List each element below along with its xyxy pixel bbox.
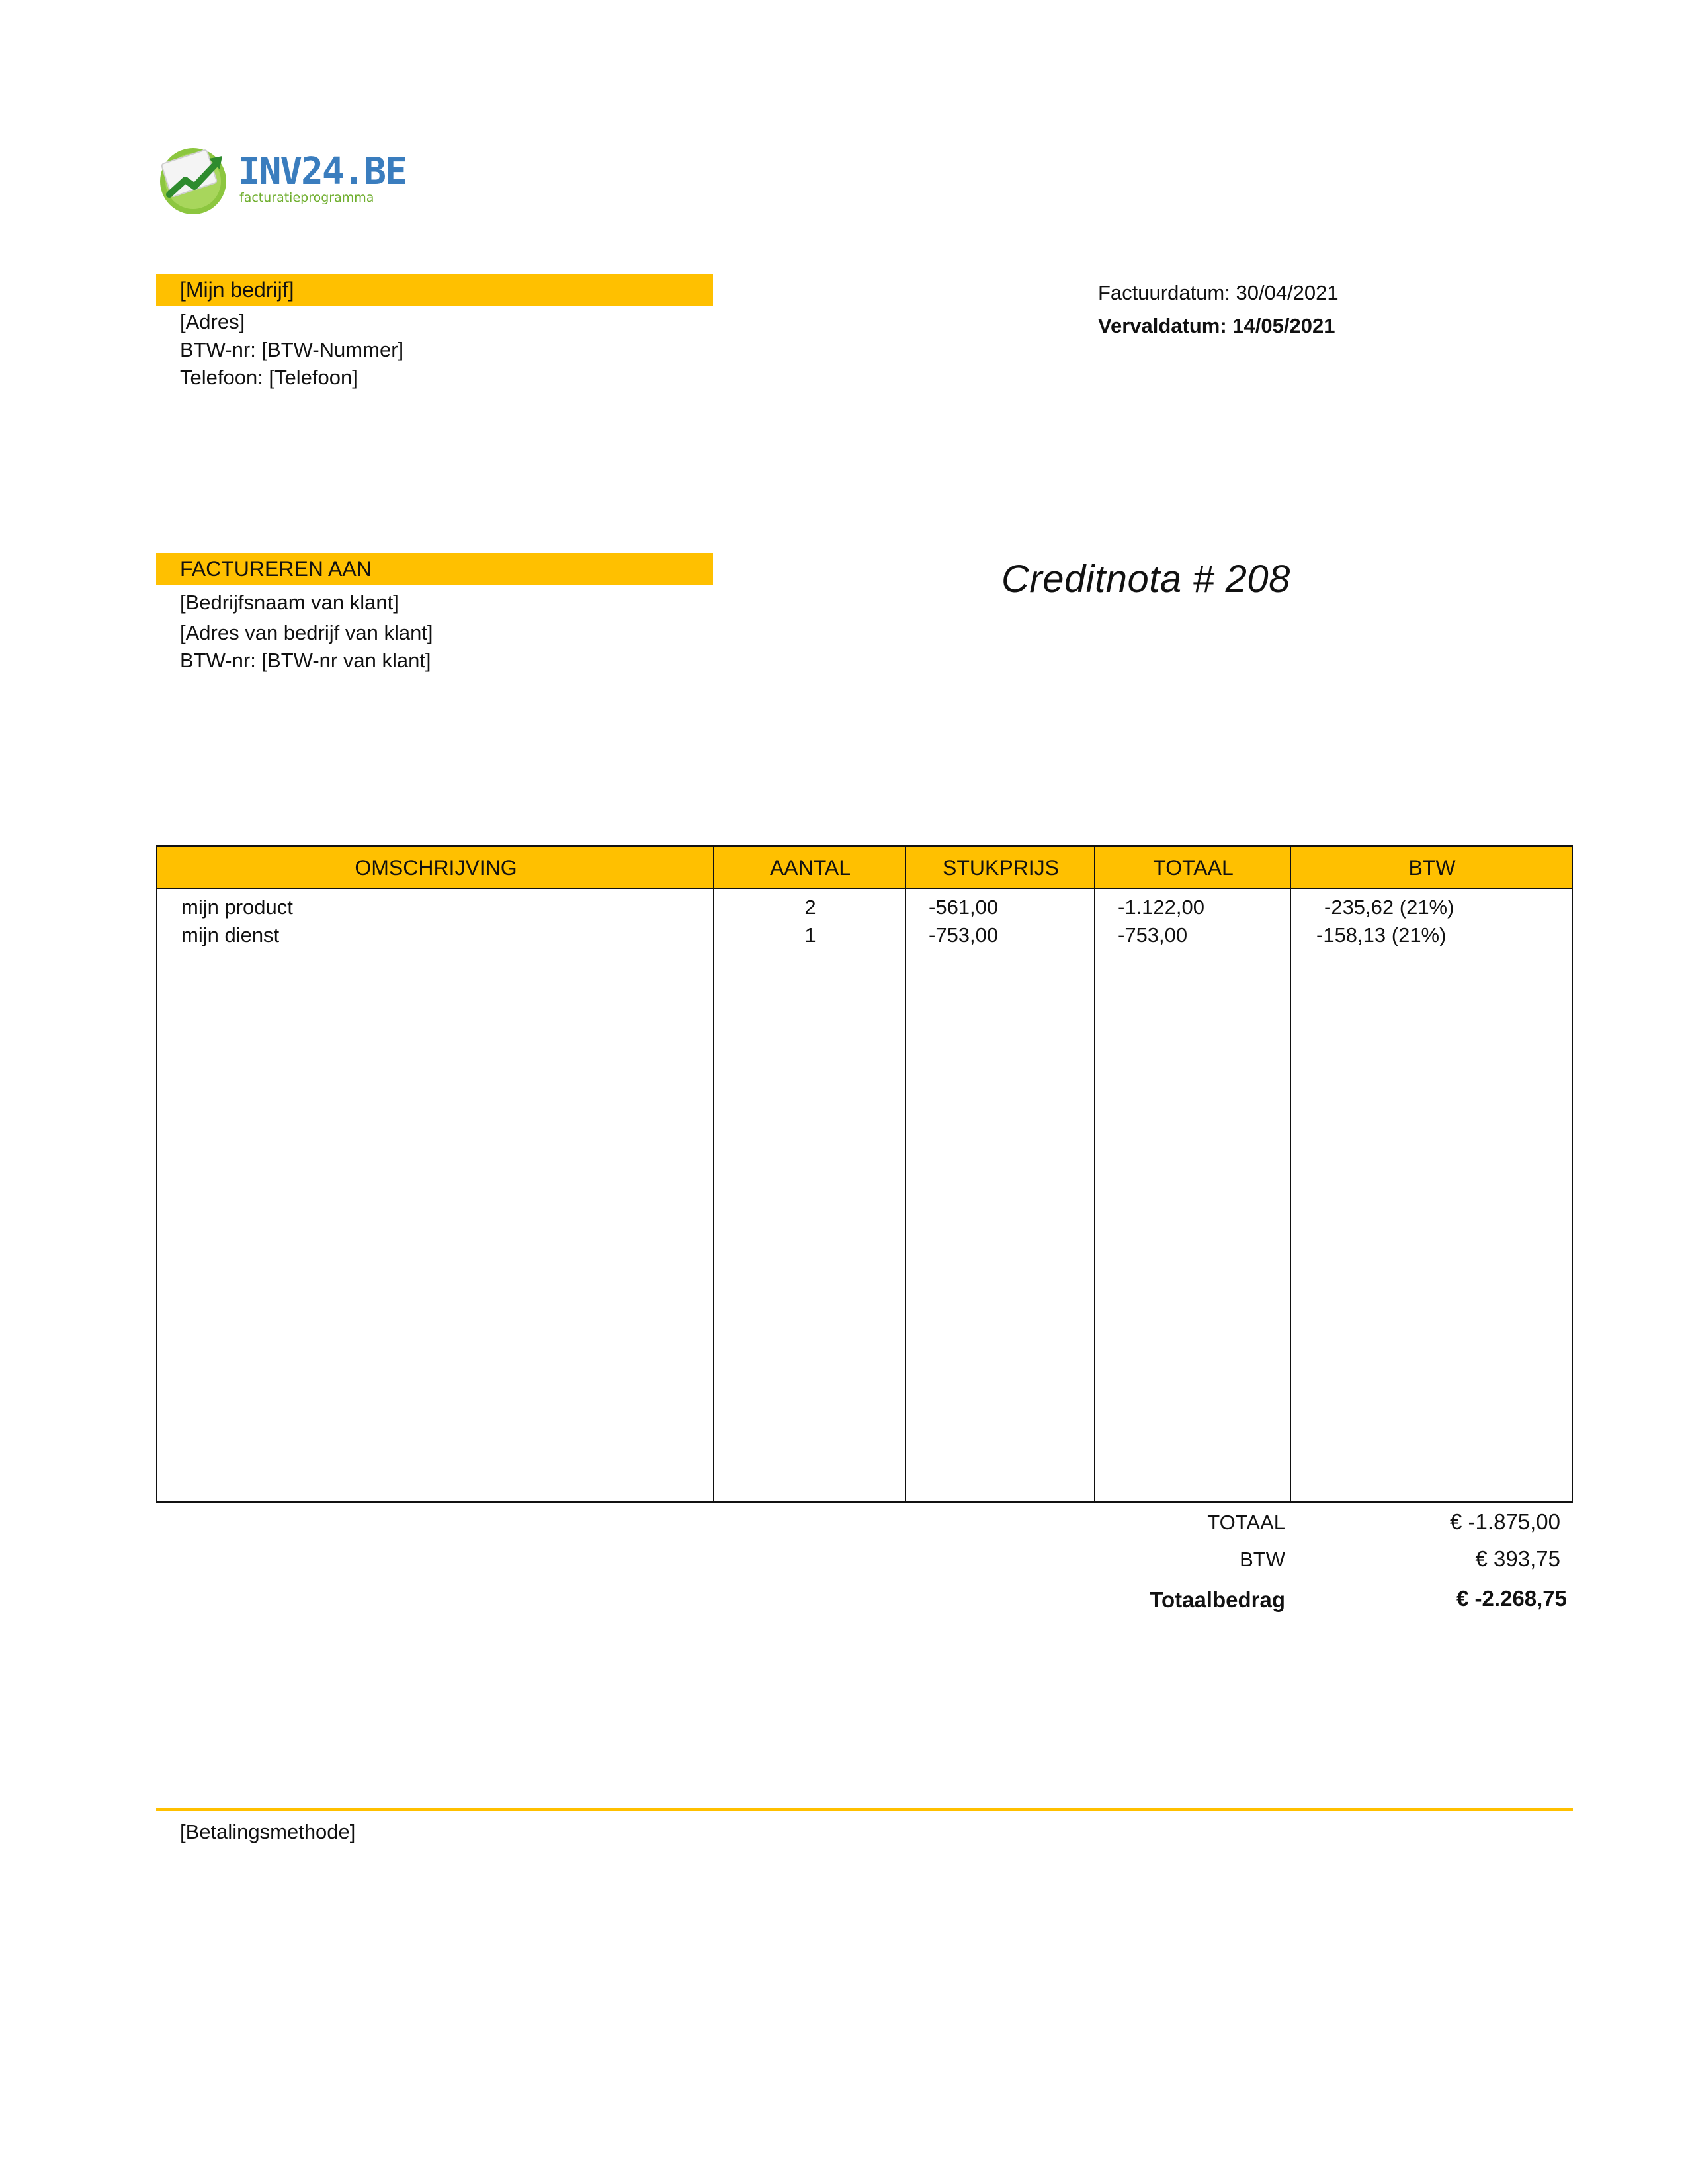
column-divider bbox=[1094, 847, 1095, 1501]
company-phone: Telefoon: [Telefoon] bbox=[180, 366, 358, 389]
row-vat: -235,62 (21%) bbox=[1324, 896, 1454, 919]
client-details bbox=[180, 587, 433, 676]
header-total: TOTAAL bbox=[1153, 856, 1234, 880]
footer-divider bbox=[156, 1808, 1573, 1811]
vat-total-value: € 393,75 bbox=[1475, 1546, 1560, 1571]
company-address: [Adres] bbox=[180, 310, 245, 333]
header-quantity: AANTAL bbox=[769, 856, 851, 880]
grand-total-value: € -2.268,75 bbox=[1456, 1586, 1567, 1611]
row-quantity: 1 bbox=[804, 923, 816, 946]
bill-to-band bbox=[156, 553, 713, 585]
header-unit-price: STUKPRIJS bbox=[942, 856, 1060, 880]
row-unit-price: -561,00 bbox=[929, 896, 999, 919]
row-vat: -158,13 (21%) bbox=[1316, 923, 1447, 946]
logo-wordmark: INV24.BE bbox=[238, 150, 406, 193]
client-vat: BTW-nr: [BTW-nr van klant] bbox=[180, 649, 431, 672]
company-name: [Mijn bedrijf] bbox=[180, 278, 294, 302]
grand-total-label: Totaalbedrag bbox=[1150, 1587, 1285, 1612]
vat-total-label: BTW bbox=[1240, 1548, 1285, 1571]
column-divider bbox=[1290, 847, 1291, 1501]
row-total: -1.122,00 bbox=[1118, 896, 1204, 919]
table-header bbox=[157, 847, 1572, 889]
row-total: -753,00 bbox=[1118, 923, 1188, 946]
row-description: mijn product bbox=[181, 896, 293, 919]
row-quantity: 2 bbox=[804, 896, 816, 919]
invoice-date: Factuurdatum: 30/04/2021 bbox=[1098, 281, 1339, 304]
client-address: [Adres van bedrijf van klant] bbox=[180, 621, 433, 644]
header-vat: BTW bbox=[1408, 856, 1456, 880]
bill-to-heading: FACTUREREN AAN bbox=[180, 557, 372, 581]
payment-method: [Betalingsmethode] bbox=[180, 1820, 356, 1843]
logo-envelope-icon bbox=[156, 143, 235, 216]
subtotal-label: TOTAAL bbox=[1207, 1511, 1285, 1534]
subtotal-value: € -1.875,00 bbox=[1450, 1509, 1560, 1534]
row-unit-price: -753,00 bbox=[929, 923, 999, 946]
client-name: [Bedrijfsnaam van klant] bbox=[180, 591, 399, 614]
line-items-table bbox=[156, 845, 1573, 1503]
document-title: Creditnota # 208 bbox=[1001, 558, 1290, 601]
company-vat: BTW-nr: [BTW-Nummer] bbox=[180, 338, 404, 361]
logo-tagline: facturatieprogramma bbox=[239, 190, 374, 205]
header-description: OMSCHRIJVING bbox=[355, 856, 517, 880]
company-details bbox=[180, 308, 403, 392]
invoice-dates bbox=[1098, 276, 1339, 343]
due-date: Vervaldatum: 14/05/2021 bbox=[1098, 314, 1335, 337]
row-description: mijn dienst bbox=[181, 923, 280, 946]
company-name-band bbox=[156, 274, 713, 306]
